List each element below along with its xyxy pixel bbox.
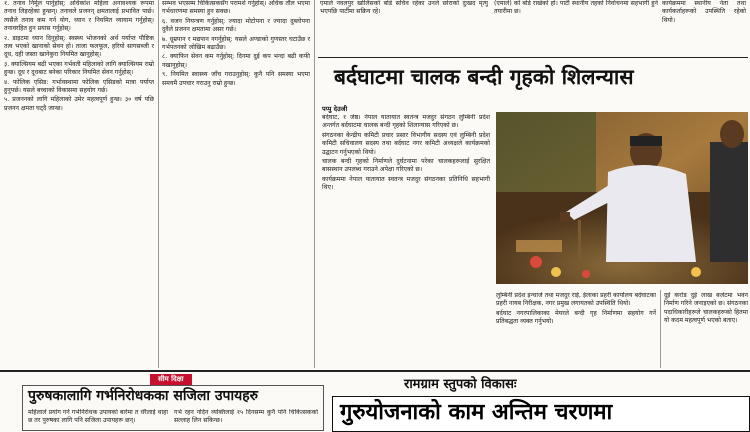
paragraph: कार्यक्रममा स्थानीय नेता तथा कार्यकर्ताहरूको उपस्थिति रहेको थियो। [662, 0, 746, 24]
paragraph: एमाले नवलपुर खोलिसको बोर्ड सचिव रहेका उनले छोराको दुःखद मृत्यु भएपछि पार्टीमा सक्रिय रहे। [320, 0, 488, 16]
bottom-right-kicker: रामग्राम स्तुपको विकासः [404, 377, 517, 392]
paragraph: ७. धूम्रपान र मद्यपान नगर्नुहोस्: यसले अण्डाको गुणस्तर घटाउँछ र गर्भपतनको जोखिम बढाउँछ। [162, 35, 310, 52]
top-column-1 [4, 0, 154, 368]
bottom-right-headline: गुरुयोजनाको काम अन्तिम चरणमा [340, 400, 613, 425]
paragraph: कार्यक्रममा नेपाल यातायात स्वतन्त्र मजदुर संगठनका प्रतिनिधि सहभागी थिए। [322, 175, 490, 192]
paragraph: ४. फोलिक एसिड: गर्भावस्थामा फोलिक एसिडको मात्रा पर्याप्त हुनुपर्छ। यसले बच्चाको विकासमा सहयोग गर्छ। [4, 78, 154, 95]
column-rule [660, 290, 661, 368]
paragraph: संगठनका केन्द्रीय कमिटी प्रचार प्रसार विभागीय सदस्य एवं लुम्बिनी प्रदेश कमिटी सचिवालय सदस्य तथा बर्दघाट नगर कमिटी अध्यक्षले कार्यक्रमको उद्घाटन गर्नुभएको थियो। [322, 131, 490, 156]
main-headline: बर्दघाटमा चालक बन्दी गृहको शिलन्यास [334, 65, 634, 89]
bottom-left-headline: पुरुषकालागि गर्भनिरोधकका सजिला उपायहरु [28, 388, 259, 404]
bottom-left-text-2 [174, 409, 318, 429]
article-column-1 [322, 114, 490, 368]
article-column-3 [664, 292, 748, 368]
top-right-column-b [494, 0, 658, 54]
bottom-divider [0, 370, 750, 372]
paragraph: (एमाले) को बोर्ड राखेको हो। पार्टी स्थानीय तहको निर्वाचनमा सहभागी हुने तयारीमा छ। [494, 0, 658, 16]
paragraph: २. डाइटमा ध्यान दिनुहोस्: स्वस्थ्य भोजनको अर्थ पर्याप्त पौष्टिक तत्व भएको खानाको सेवन हो। ताजा फलफूल, हरियो सागसब्जी र दूध, दही जस्ता खानेकुरा नियमित खानुहोस्। [4, 34, 154, 59]
paragraph: चालक बन्दी गृहको निर्माणले दुर्घटनामा परेका चालकहरूलाई सुरक्षित बासस्थान उपलब्ध गराउने अपेक्षा गरिएको छ। [322, 158, 490, 174]
paragraph: महिलाले प्रयोग गर्ने गर्भनिरोधक उपायको बारेमा त धेरैलाई थाहा छ तर पुरुषका लागि पनि सजिला उपायहरू छन्। [28, 409, 168, 425]
paragraph: ३. क्याल्सियम बढी भएका गर्भवती महिलाको लागि क्याल्सियम राम्रो हुन्छ। दूध र दूधबाट बनेका परिकार नियमित सेवन गर्नुहोस्। [4, 60, 154, 77]
top-right-column-a [320, 0, 488, 54]
paragraph: गर्भ रहन नदिन व्यक्तिलाई १५ दिनसम्म कुनै पनि चिकित्सकको सल्लाह लिन सकिन्छ। [174, 409, 318, 425]
paragraph: दुई करोड दुई लाख बजेटमा भवन निर्माण गरिने जनाइएको छ। संगठनका पदाधिकारीहरूले चालकहरूको हितमा यो कदम महत्वपूर्ण भएको बताए। [664, 292, 748, 325]
top-column-2 [162, 0, 310, 368]
paragraph: बर्दघाट, १ जेष्ठ। नेपाल यातायात स्वतन्त्र मजदुर संगठन लुम्बिनी प्रदेश अन्तर्गत बर्दघाटमा चालक बन्दी गृहको शिलान्यास गरिएको छ। [322, 114, 490, 130]
article-column-2 [496, 292, 656, 368]
section-tag: सीम दिक्षा [150, 374, 192, 385]
column-rule [158, 0, 159, 368]
paragraph: ५. प्रजननको लागि महिलाको उमेर महत्वपूर्ण हुन्छ। ३० वर्ष पछि प्रजनन क्षमता घट्दै जान्छ। [4, 96, 154, 112]
photo-image [496, 112, 748, 284]
byline: पप्पु देउजी [322, 105, 348, 113]
paragraph: सम्भव भएसम्म चिकित्सकसँग परामर्श गर्नुहोस्। अधिक तौल भएमा गर्भधारणमा समस्या हुन सक्छ। [162, 0, 310, 16]
paragraph: ६. वजन नियन्त्रण गर्नुहोस्: ज्यादा मोटोपना र ज्यादा दुब्लोपना दुवैले प्रजनन क्षमतामा असर गर्छ। [162, 17, 310, 34]
news-photo [496, 112, 748, 284]
top-right-column-c [662, 0, 746, 54]
paragraph: बर्दघाट नगरपालिकाका मेयरले बन्दी गृह निर्माणमा सहयोग गर्ने प्रतिबद्धता व्यक्त गर्नुभयो। [496, 309, 656, 326]
paragraph: ८. क्याफिन सेवन कम गर्नुहोस्: दिनमा दुई कप भन्दा बढी कफी नखानुहोस्। [162, 53, 310, 69]
section-divider [318, 57, 748, 58]
bottom-left-text-1 [28, 409, 168, 429]
paragraph: ९. नियमित स्वास्थ्य जाँच गराउनुहोस्: कुनै पनि समस्या भएमा समयमै उपचार गराउनु राम्रो हुन्छ। [162, 71, 310, 87]
column-rule [314, 0, 315, 368]
paragraph: १. तनाव निर्मूल पार्नुहोस्: अधिकांश महिला अनावश्यक रूपमा तनाव लिइरहेका हुन्छन्। तनावले प्रजनन् क्षमतालाई प्रभावित पार्छ। त्यसैले तनाव कम गर्न योग, ध्यान र नियमित व्यायाम गर्नुहोस्। तनावरहित हुन प्रयास गर्नुहोस्। [4, 0, 154, 33]
paragraph: लुम्बिनी प्रदेश इन्चार्ज तथा मजदुर राई, ईलाका प्रहरी कार्यालय बर्दघाटका प्रहरी नायब निरीक्षक, नगर प्रमुख लगायतको उपस्थिति थियो। [496, 292, 656, 308]
